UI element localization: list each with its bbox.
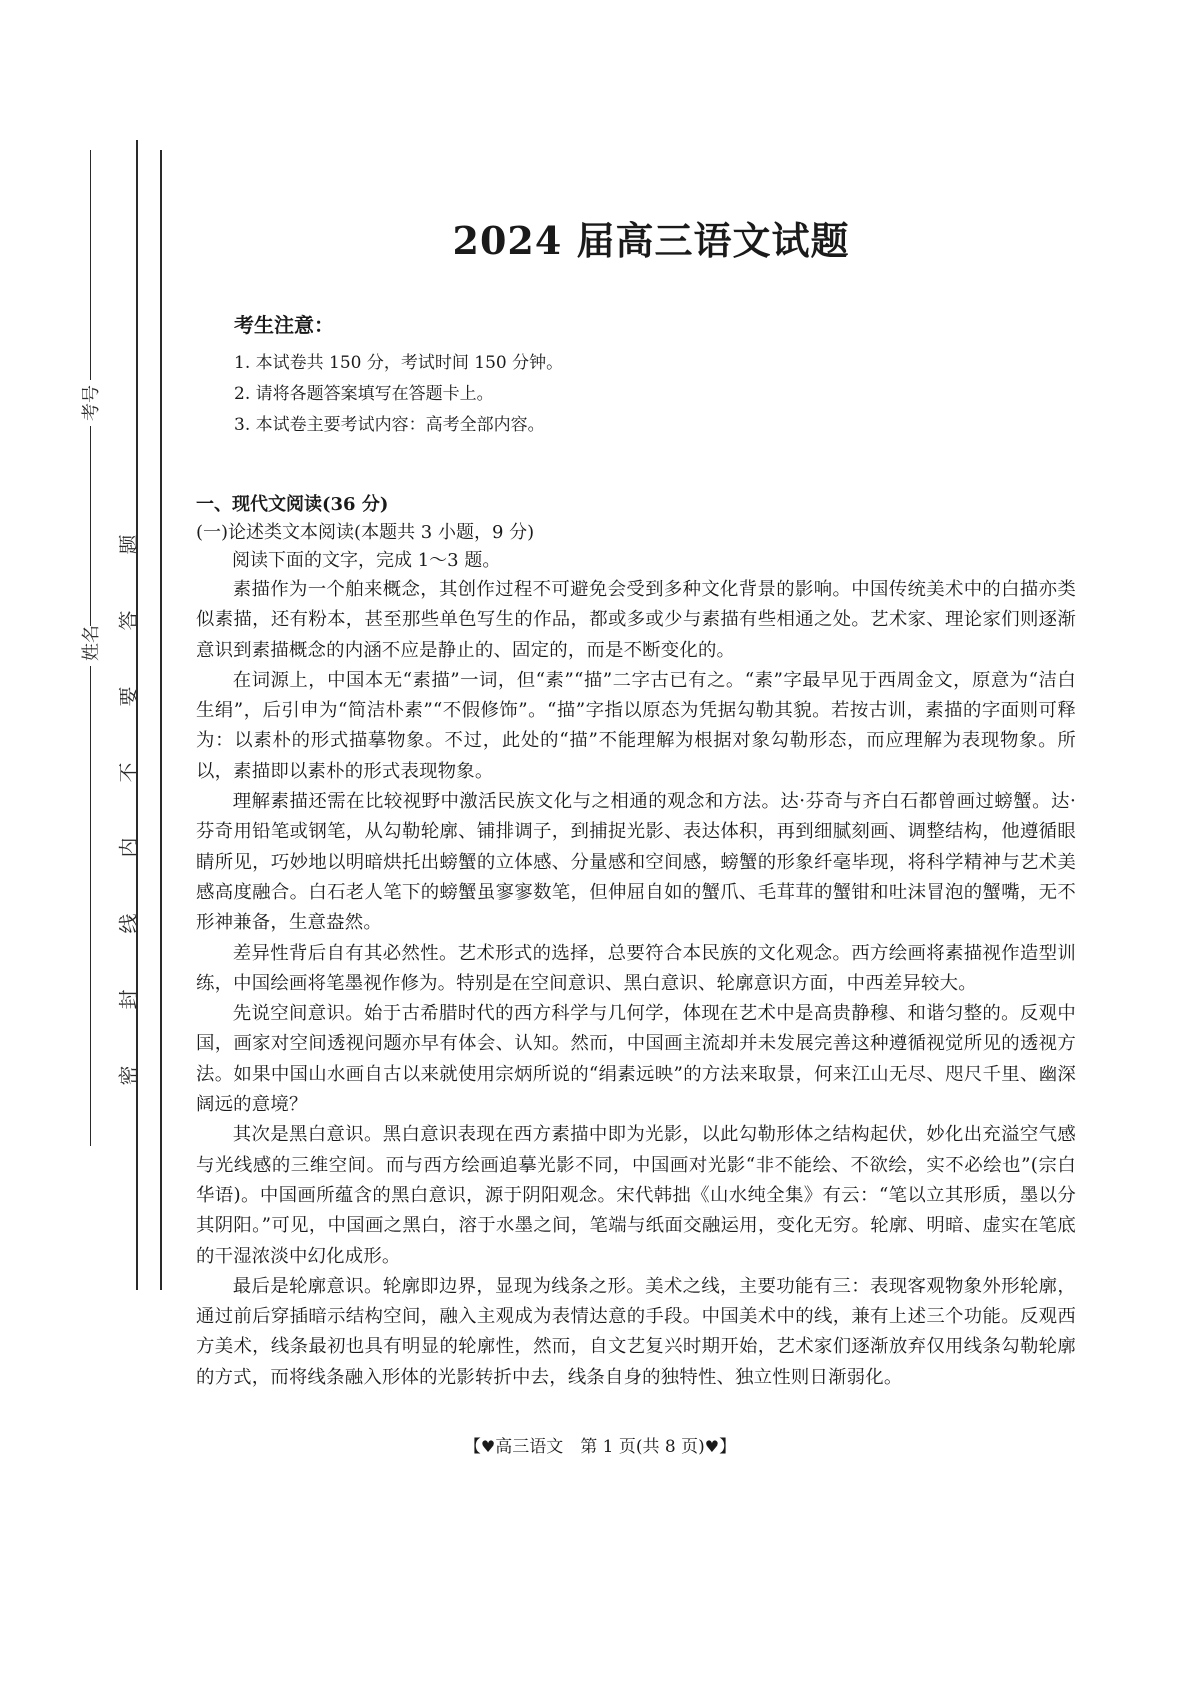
passage-paragraph: 先说空间意识。始于古希腊时代的西方科学与几何学，体现在艺术中是高贵静穆、和谐匀整的。反观中国，画家对空间透视问题亦早有体会、认知。然而，中国画主流却并未发展完善这种遵循视觉所见的透视方法。如果中国山水画自古以来就使用宗炳所说的“绢素远映”的方法来取景，何来江山无尽、咫尺千里、幽深阔远的意境？ xyxy=(196,1003,1076,1116)
heart-icon: ♥ xyxy=(704,1437,720,1456)
section-title: 一、现代文阅读(36 分) xyxy=(196,494,389,515)
seal-char: 封 xyxy=(116,989,141,1010)
subsection-title: (一)论述类文本阅读(本题共 3 小题，9 分) xyxy=(196,522,535,543)
seal-line-text xyxy=(110,530,144,1090)
footer-page-info: 高三语文 第 1 页(共 8 页) xyxy=(495,1437,705,1457)
reading-section xyxy=(196,491,1076,1393)
passage-paragraph: 在词源上，中国本无“素描”一词，但“素”“描”二字古已有之。“素”字最早见于西周金文，原意为“洁白生绢”，后引申为“简洁朴素”“不假修饰”。“描”字指以原态为凭据勾勒其貌。若按古训，素描的字面则可释为：以素朴的形式描摹物象。不过，此处的“描”不能理解为根据对象勾勒形态，而应理解为表现物象。所以，素描即以素朴的形式表现物象。 xyxy=(196,669,1076,782)
reading-instruction: 阅读下面的文字，完成 1～3 题。 xyxy=(232,550,501,571)
exam-number-label: 考号 xyxy=(81,385,102,421)
binding-line-outer xyxy=(160,150,162,1290)
passage-paragraph: 理解素描还需在比较视野中激活民族文化与之相通的观念和方法。达·芬奇与齐白石都曾画过螃蟹。达·芬奇用铅笔或钢笔，从勾勒轮廓、铺排调子，到捕捉光影、表达体积，再到细腻刻画、调整结构，他遵循眼睛所见，巧妙地以明暗烘托出螃蟹的立体感、分量感和空间感，螃蟹的形象纤毫毕现，将科学精神与艺术美感高度融合。白石老人笔下的螃蟹虽寥寥数笔，但伸屈自如的蟹爪、毛茸茸的蟹钳和吐沫冒泡的蟹嘴，无不形神兼备，生意盎然。 xyxy=(196,791,1076,934)
passage-paragraph: 最后是轮廓意识。轮廓即边界，显现为线条之形。美术之线，主要功能有三：表现客观物象外形轮廓，通过前后穿插暗示结构空间，融入主观成为表情达意的手段。中国美术中的线，兼有上述三个功能。反观西方美术，线条最初也具有明显的轮廓性，然而，自文艺复兴时期开始，艺术家们逐渐放弃仅用线条勾勒轮廓的方式，而将线条融入形体的光影转折中去，线条自身的独特性、独立性则日渐弱化。 xyxy=(196,1275,1076,1388)
notice-block xyxy=(234,309,1076,441)
footer-bracket-right: 】 xyxy=(719,1437,737,1457)
name-blank xyxy=(90,666,91,1146)
passage-paragraph: 素描作为一个舶来概念，其创作过程不可避免会受到多种文化背景的影响。中国传统美术中的白描亦类似素描，还有粉本，甚至那些单色写生的作品，都或多或少与素描有些相通之处。艺术家、理论家们则逐渐意识到素描概念的内涵不应是静止的、固定的，而是不断变化的。 xyxy=(196,579,1076,661)
seal-char: 要 xyxy=(116,686,141,707)
exam-number-blank xyxy=(90,150,91,380)
page-title: 2024 届高三语文试题 xyxy=(452,218,850,263)
notice-item: 3. 本试卷主要考试内容：高考全部内容。 xyxy=(234,415,545,435)
heart-icon: ♥ xyxy=(480,1437,496,1456)
seal-char: 题 xyxy=(116,534,141,555)
seal-char: 线 xyxy=(116,913,141,934)
exam-number-blank-lower xyxy=(90,426,91,626)
seal-char: 不 xyxy=(116,762,141,783)
name-label: 姓名 xyxy=(81,625,102,661)
notice-heading: 考生注意： xyxy=(234,313,334,337)
exam-page xyxy=(196,210,1076,1393)
footer-bracket-left: 【 xyxy=(463,1437,481,1457)
notice-item: 1. 本试卷共 150 分，考试时间 150 分钟。 xyxy=(234,353,564,373)
seal-char: 内 xyxy=(116,837,141,858)
passage-paragraph: 差异性背后自有其必然性。艺术形式的选择，总要符合本民族的文化观念。西方绘画将素描视作造型训练，中国绘画将笔墨视作修为。特别是在空间意识、黑白意识、轮廓意识方面，中西差异较大。 xyxy=(196,942,1076,994)
seal-char: 答 xyxy=(116,610,141,631)
passage-paragraph: 其次是黑白意识。黑白意识表现在西方素描中即为光影，以此勾勒形体之结构起伏，妙化出充溢空气感与光线感的三维空间。而与西方绘画追摹光影不同，中国画对光影“非不能绘、不欲绘，实不必绘也”(宗白华语)。中国画所蕴含的黑白意识，源于阴阳观念。宋代韩拙《山水纯全集》有云：“笔以立其形质，墨以分其阴阳。”可见，中国画之黑白，溶于水墨之间，笔端与纸面交融运用，变化无穷。轮廓、明暗、虚实在笔底的干湿浓淡中幻化成形。 xyxy=(196,1124,1076,1267)
seal-char: 密 xyxy=(116,1065,141,1086)
page-footer xyxy=(0,1432,1200,1457)
notice-item: 2. 请将各题答案填写在答题卡上。 xyxy=(234,384,494,404)
